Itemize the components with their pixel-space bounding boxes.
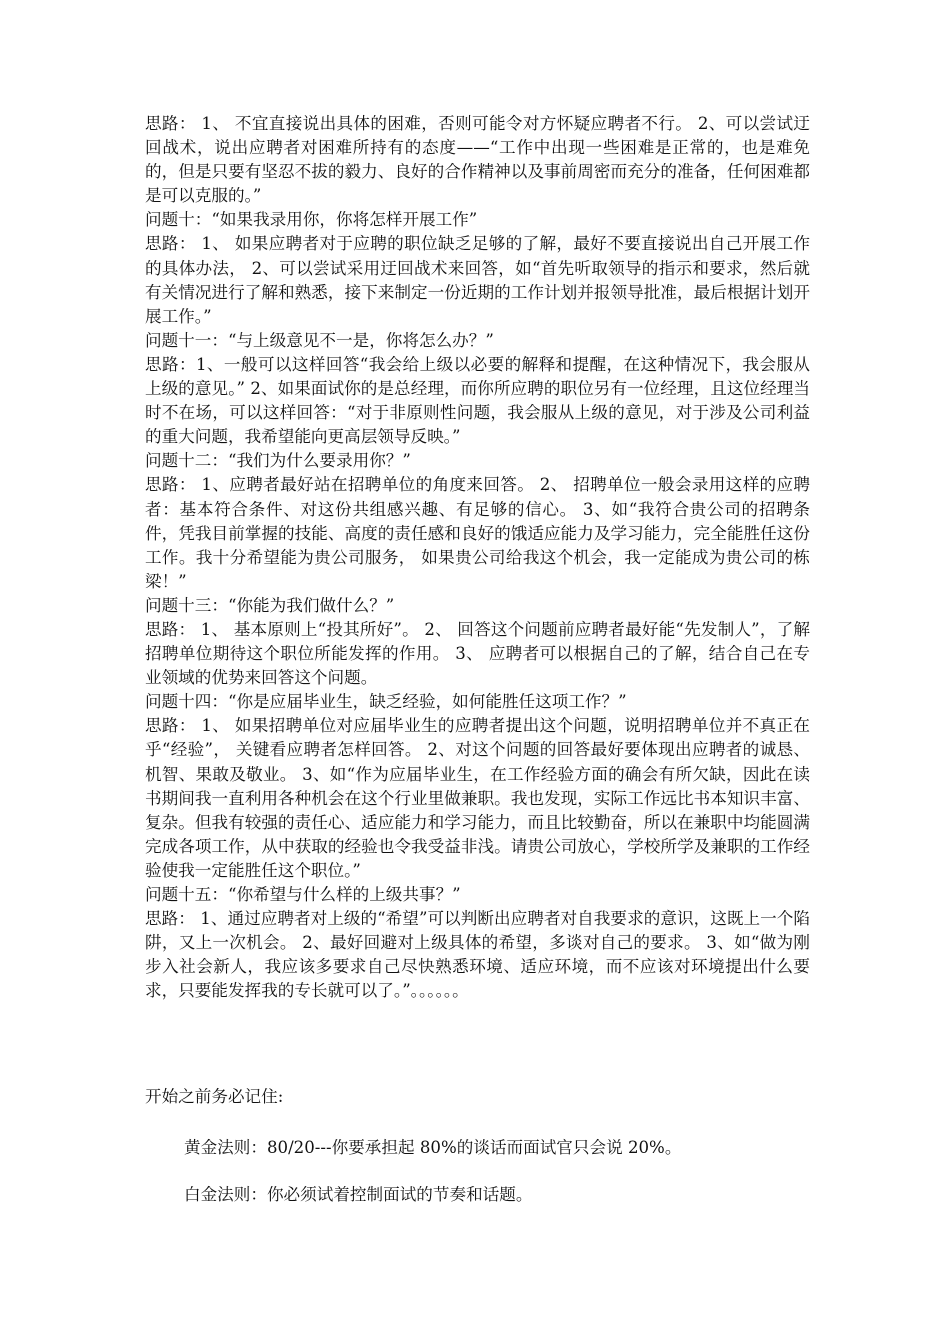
document-body bbox=[145, 112, 810, 1003]
answer-paragraph: 思路： 1、通过应聘者对上级的“希望”可以判断出应聘者对自我要求的意识，这既上一个陷阱，又上一次机会。 2、最好回避对上级具体的希望，多谈对自己的要求。 3、如“做为刚步入社会新人，我应该多要求自己尽快熟悉环境、适应环境，而不应该对环境提出什么要求，只要能发挥我的专长就可以了。”。。。。。。 bbox=[145, 909, 810, 1001]
golden-rule: 黄金法则：80/20---你要承担起 80%的谈话而面试官只会说 20%。 bbox=[184, 1138, 682, 1157]
answer-paragraph: 思路： 1、应聘者最好站在招聘单位的角度来回答。 2、 招聘单位一般会录用这样的应聘者：基本符合条件、对这份共组感兴趣、有足够的信心。 3、如“我符合贵公司的招聘条件，凭我目前掌握的技能、高度的责任感和良好的饿适应能力及学习能力，完全能胜任这份工作。我十分希望能为贵公司服务， 如果贵公司给我这个机会，我一定能成为贵公司的栋梁！” bbox=[145, 475, 810, 591]
platinum-rule: 白金法则：你必须试着控制面试的节奏和话题。 bbox=[184, 1185, 533, 1204]
question-heading: 问题十：“如果我录用你，你将怎样开展工作” bbox=[145, 210, 478, 230]
answer-paragraph: 思路：1、一般可以这样回答“我会给上级以必要的解释和提醒，在这种情况下，我会服从上级的意见。” 2、如果面试你的是总经理，而你所应聘的职位另有一位经理，且这位经理当时不在场，可以这样回答：“对于非原则性问题，我会服从上级的意见，对于涉及公司利益的重大问题，我希望能向更高层领导反映。” bbox=[145, 354, 810, 447]
question-heading: 问题十二：“我们为什么要录用你？” bbox=[145, 451, 411, 471]
answer-paragraph: 思路： 1、 如果应聘者对于应聘的职位缺乏足够的了解，最好不要直接说出自己开展工作的具体办法， 2、可以尝试采用迂回战术来回答，如“首先听取领导的指示和要求，然后就有关情况进行了解和熟悉，接下来制定一份近期的工作计划并报领导批准，最后根据计划开展工作。” bbox=[145, 234, 810, 326]
answer-paragraph: 思路： 1、 不宜直接说出具体的困难，否则可能令对方怀疑应聘者不行。 2、可以尝试迂回战术，说出应聘者对困难所持有的态度——“工作中出现一些困难是正常的，也是难免的，但是只要有坚忍不拔的毅力、良好的合作精神以及事前周密而充分的准备，任何困难都是可以克服的。” bbox=[145, 114, 810, 206]
answer-paragraph: 思路： 1、 如果招聘单位对应届毕业生的应聘者提出这个问题，说明招聘单位并不真正在乎“经验”， 关键看应聘者怎样回答。 2、对这个问题的回答最好要体现出应聘者的诚恳、机智、果敢及敬业。 3、如“作为应届毕业生，在工作经验方面的确会有所欠缺，因此在读书期间我一直利用各种机会在这个行业里做兼职。我也发现，实际工作远比书本知识丰富、复杂。但我有较强的责任心、适应能力和学习能力，而且比较勤奋，所以在兼职中均能圆满完成各项工作，从中获取的经验也令我受益非浅。请贵公司放心，学校所学及兼职的工作经验使我一定能胜任这个职位。” bbox=[145, 716, 810, 880]
section-title: 开始之前务必记住: bbox=[145, 1087, 284, 1106]
question-heading: 问题十三：“你能为我们做什么？” bbox=[145, 595, 395, 615]
answer-paragraph: 思路： 1、 基本原则上“投其所好”。 2、 回答这个问题前应聘者最好能“先发制人”，了解招聘单位期待这个职位所能发挥的作用。 3、 应聘者可以根据自己的了解，结合自己在专业领域的优势来回答这个问题。 bbox=[145, 619, 810, 688]
question-heading: 问题十四：“你是应届毕业生，缺乏经验，如何能胜任这项工作？” bbox=[145, 692, 627, 712]
question-heading: 问题十五：“你希望与什么样的上级共事？” bbox=[145, 885, 461, 904]
question-heading: 问题十一：“与上级意见不一是，你将怎么办？” bbox=[145, 330, 494, 350]
